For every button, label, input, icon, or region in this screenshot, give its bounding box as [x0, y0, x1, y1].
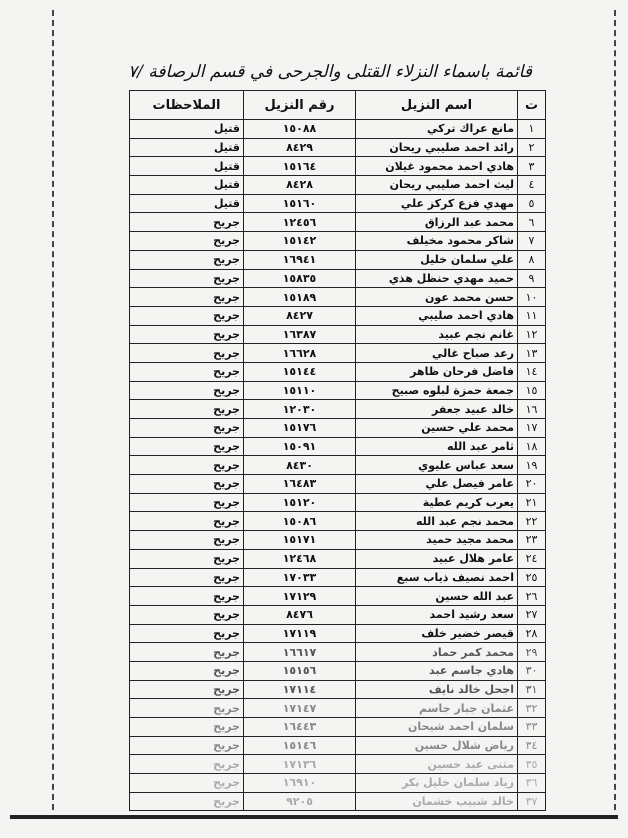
- row-number: ٩٢٠٥: [244, 792, 356, 811]
- table-row: [130, 624, 546, 643]
- row-note: جريح: [130, 232, 244, 251]
- row-note: جريح: [130, 774, 244, 793]
- row-number: ١٦٤٨٣: [244, 475, 356, 494]
- row-index: ١٢: [518, 325, 546, 344]
- row-note: جريح: [130, 250, 244, 269]
- row-name: محمد علي حسين: [356, 419, 518, 438]
- row-name: ليث احمد صليبي ريحان: [356, 176, 518, 195]
- row-note: جريح: [130, 269, 244, 288]
- table-row: [130, 755, 546, 774]
- row-index: ١٠: [518, 288, 546, 307]
- row-name: شاكر محمود مخيلف: [356, 232, 518, 251]
- row-note: قتيل: [130, 176, 244, 195]
- row-index: ٩: [518, 269, 546, 288]
- bottom-rule: [10, 815, 618, 819]
- header-name: اسم النزيل: [356, 91, 518, 120]
- row-name: اجحل خالد نايف: [356, 680, 518, 699]
- table-row: [130, 736, 546, 755]
- row-number: ١٦٣٨٧: [244, 325, 356, 344]
- row-note: جريح: [130, 213, 244, 232]
- row-number: ١٧١١٤: [244, 680, 356, 699]
- row-index: ٢٤: [518, 549, 546, 568]
- row-note: جريح: [130, 437, 244, 456]
- row-name: خالد شبيب خشمان: [356, 792, 518, 811]
- row-note: جريح: [130, 549, 244, 568]
- table-row: [130, 661, 546, 680]
- table-row: [130, 643, 546, 662]
- row-note: جريح: [130, 288, 244, 307]
- row-index: ٣٤: [518, 736, 546, 755]
- row-note: جريح: [130, 381, 244, 400]
- row-name: محمد كمر حماد: [356, 643, 518, 662]
- table-row: [130, 176, 546, 195]
- row-name: حسن محمد عون: [356, 288, 518, 307]
- document-title: قائمة باسماء النزلاء القتلى والجرحى في قسم الرصافة /٧: [128, 62, 532, 82]
- row-number: ١٥١٨٩: [244, 288, 356, 307]
- row-note: جريح: [130, 624, 244, 643]
- row-note: قتيل: [130, 194, 244, 213]
- row-number: ٨٤٧٦: [244, 605, 356, 624]
- row-number: ١٥١٦٤: [244, 157, 356, 176]
- row-note: جريح: [130, 792, 244, 811]
- row-index: ٢٥: [518, 568, 546, 587]
- row-number: ١٥٨٣٥: [244, 269, 356, 288]
- row-number: ١٦٦٢٨: [244, 344, 356, 363]
- row-number: ١٦٦١٧: [244, 643, 356, 662]
- row-name: رائد احمد صليبي ريحان: [356, 138, 518, 157]
- row-index: ٨: [518, 250, 546, 269]
- row-name: رعد صباح غالي: [356, 344, 518, 363]
- row-number: ١٧١٣٦: [244, 755, 356, 774]
- row-note: جريح: [130, 643, 244, 662]
- row-number: ١٥١٥٦: [244, 661, 356, 680]
- row-index: ٣٦: [518, 774, 546, 793]
- row-index: ٢٧: [518, 605, 546, 624]
- row-number: ١٥١٤٢: [244, 232, 356, 251]
- row-name: عبد الله حسين: [356, 587, 518, 606]
- row-index: ٤: [518, 176, 546, 195]
- row-note: جريح: [130, 493, 244, 512]
- row-name: مانع عراك تركي: [356, 120, 518, 139]
- row-note: جريح: [130, 456, 244, 475]
- row-index: ١٨: [518, 437, 546, 456]
- row-index: ٣: [518, 157, 546, 176]
- row-name: عامر هلال عبيد: [356, 549, 518, 568]
- row-note: قتيل: [130, 138, 244, 157]
- row-number: ١٢٤٦٨: [244, 549, 356, 568]
- row-note: جريح: [130, 568, 244, 587]
- row-note: جريح: [130, 362, 244, 381]
- row-note: جريح: [130, 306, 244, 325]
- row-index: ٢٩: [518, 643, 546, 662]
- header-notes: الملاحظات: [130, 91, 244, 120]
- row-number: ١٥١١٠: [244, 381, 356, 400]
- row-index: ١٦: [518, 400, 546, 419]
- row-name: هادي جاسم عبد: [356, 661, 518, 680]
- row-note: جريح: [130, 736, 244, 755]
- table-row: [130, 774, 546, 793]
- row-number: ١٦٤٤٣: [244, 718, 356, 737]
- row-name: فاضل فرحان ظاهر: [356, 362, 518, 381]
- row-number: ١٦٩٤١: [244, 250, 356, 269]
- row-note: جريح: [130, 699, 244, 718]
- row-note: قتيل: [130, 120, 244, 139]
- row-index: ٦: [518, 213, 546, 232]
- row-number: ١٧٠٣٣: [244, 568, 356, 587]
- row-index: ٥: [518, 194, 546, 213]
- row-number: ٨٤٣٠: [244, 456, 356, 475]
- row-number: ١٥٠٩١: [244, 437, 356, 456]
- row-number: ١٦٩١٠: [244, 774, 356, 793]
- table-row: [130, 362, 546, 381]
- row-index: ٣٥: [518, 755, 546, 774]
- row-index: ١٥: [518, 381, 546, 400]
- row-number: ١٥١٤٤: [244, 362, 356, 381]
- table-row: [130, 531, 546, 550]
- row-index: ٢٦: [518, 587, 546, 606]
- row-note: جريح: [130, 605, 244, 624]
- row-name: سلمان احمد شيحان: [356, 718, 518, 737]
- table-row: [130, 213, 546, 232]
- row-name: حميد مهدي حنظل هذي: [356, 269, 518, 288]
- table-row: [130, 680, 546, 699]
- row-name: رياض شلال حسين: [356, 736, 518, 755]
- row-number: ١٢٤٥٦: [244, 213, 356, 232]
- table-row: [130, 306, 546, 325]
- row-index: ٢٣: [518, 531, 546, 550]
- row-number: ٨٤٢٨: [244, 176, 356, 195]
- row-note: جريح: [130, 419, 244, 438]
- row-name: هادي احمد محمود غيلان: [356, 157, 518, 176]
- row-number: ١٧١٢٩: [244, 587, 356, 606]
- row-index: ٢٠: [518, 475, 546, 494]
- table-row: [130, 437, 546, 456]
- row-number: ١٧١٤٧: [244, 699, 356, 718]
- row-index: ٣٣: [518, 718, 546, 737]
- row-name: محمد مجيد حميد: [356, 531, 518, 550]
- row-index: ٧: [518, 232, 546, 251]
- row-number: ٨٤٢٩: [244, 138, 356, 157]
- table-row: [130, 568, 546, 587]
- row-number: ١٥٠٨٦: [244, 512, 356, 531]
- table-row: [130, 605, 546, 624]
- row-number: ١٥٠٨٨: [244, 120, 356, 139]
- row-index: ٢: [518, 138, 546, 157]
- row-index: ٢١: [518, 493, 546, 512]
- row-index: ١١: [518, 306, 546, 325]
- row-number: ١٥١٤٦: [244, 736, 356, 755]
- row-index: ١٧: [518, 419, 546, 438]
- table-row: [130, 456, 546, 475]
- table-row: [130, 194, 546, 213]
- table-row: [130, 325, 546, 344]
- table-header-row: [130, 91, 546, 120]
- row-note: جريح: [130, 531, 244, 550]
- table-row: [130, 288, 546, 307]
- row-name: غانم نجم عبيد: [356, 325, 518, 344]
- table-row: [130, 232, 546, 251]
- row-number: ١٥١٢٠: [244, 493, 356, 512]
- row-index: ١٩: [518, 456, 546, 475]
- row-number: ١٥١٧١: [244, 531, 356, 550]
- row-index: ٣٧: [518, 792, 546, 811]
- row-number: ١٧١١٩: [244, 624, 356, 643]
- row-number: ١٢٠٣٠: [244, 400, 356, 419]
- row-name: احمد نصيف ذياب سبع: [356, 568, 518, 587]
- row-name: عثمان جبار جاسم: [356, 699, 518, 718]
- row-index: ٣٠: [518, 661, 546, 680]
- row-name: مهدي فزع كركز علي: [356, 194, 518, 213]
- row-name: مثنى عبد حسين: [356, 755, 518, 774]
- row-name: ثامر عبد الله: [356, 437, 518, 456]
- row-note: جريح: [130, 325, 244, 344]
- header-number: رقم النزيل: [244, 91, 356, 120]
- row-note: قتيل: [130, 157, 244, 176]
- row-number: ١٥١٧٦: [244, 419, 356, 438]
- table-row: [130, 549, 546, 568]
- row-index: ٣١: [518, 680, 546, 699]
- row-note: جريح: [130, 475, 244, 494]
- row-note: جريح: [130, 680, 244, 699]
- table-row: [130, 419, 546, 438]
- table-row: [130, 120, 546, 139]
- table-row: [130, 250, 546, 269]
- table-row: [130, 512, 546, 531]
- row-number: ١٥١٦٠: [244, 194, 356, 213]
- row-name: جمعة حمزة لبلوه صبيح: [356, 381, 518, 400]
- row-name: قيصر خضير خلف: [356, 624, 518, 643]
- header-index: ت: [518, 91, 546, 120]
- row-name: محمد نجم عبد الله: [356, 512, 518, 531]
- row-note: جريح: [130, 400, 244, 419]
- inmate-table: [129, 90, 546, 811]
- table-row: [130, 157, 546, 176]
- row-name: سعد عباس عليوي: [356, 456, 518, 475]
- row-name: سعد رشيد احمد: [356, 605, 518, 624]
- table-row: [130, 138, 546, 157]
- table-row: [130, 493, 546, 512]
- row-index: ١٤: [518, 362, 546, 381]
- row-name: محمد عبد الرزاق: [356, 213, 518, 232]
- table-row: [130, 400, 546, 419]
- row-name: يعرب كريم عطية: [356, 493, 518, 512]
- row-note: جريح: [130, 661, 244, 680]
- table-row: [130, 475, 546, 494]
- table-row: [130, 792, 546, 811]
- row-index: ١: [518, 120, 546, 139]
- table-row: [130, 587, 546, 606]
- table-row: [130, 269, 546, 288]
- row-note: جريح: [130, 718, 244, 737]
- table-row: [130, 718, 546, 737]
- row-index: ٢٨: [518, 624, 546, 643]
- table-row: [130, 381, 546, 400]
- row-number: ٨٤٢٧: [244, 306, 356, 325]
- row-note: جريح: [130, 512, 244, 531]
- row-name: هادي احمد صليبي: [356, 306, 518, 325]
- row-name: عامر فيصل علي: [356, 475, 518, 494]
- row-note: جريح: [130, 344, 244, 363]
- row-index: ١٣: [518, 344, 546, 363]
- row-index: ٢٢: [518, 512, 546, 531]
- row-index: ٣٢: [518, 699, 546, 718]
- table-row: [130, 344, 546, 363]
- row-name: خالد عبيد جعفر: [356, 400, 518, 419]
- table-row: [130, 699, 546, 718]
- row-name: علي سلمان خليل: [356, 250, 518, 269]
- row-note: جريح: [130, 587, 244, 606]
- row-note: جريح: [130, 755, 244, 774]
- row-name: زياد سلمان خليل بكر: [356, 774, 518, 793]
